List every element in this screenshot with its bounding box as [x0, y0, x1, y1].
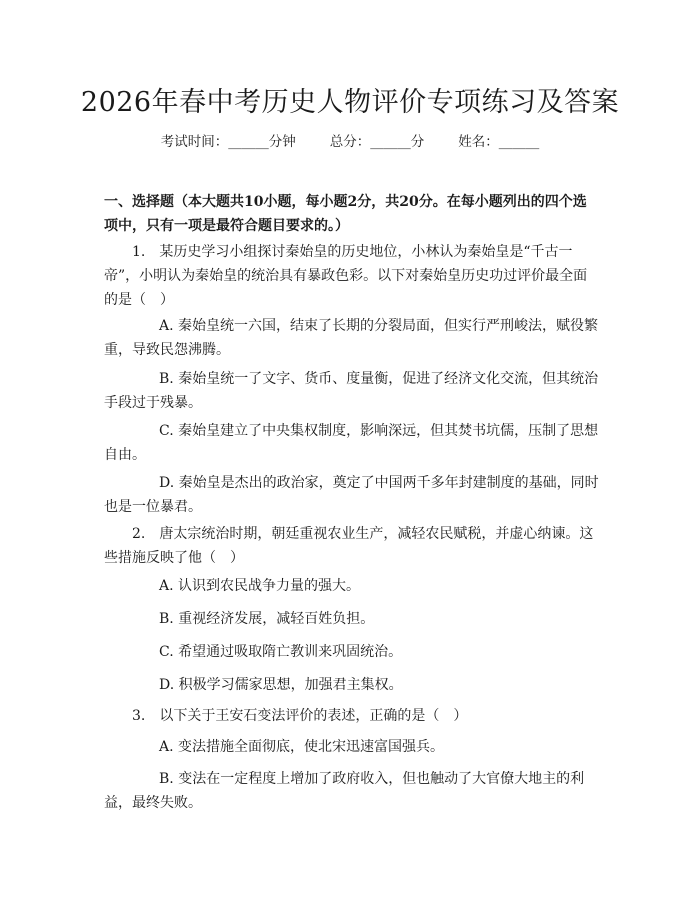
student-name-field: 姓名：______: [458, 134, 540, 150]
exam-time-field: 考试时间：______分钟: [160, 134, 296, 150]
question-2-stem: 2. 唐太宗统治时期，朝廷重视农业生产，减轻农民赋税，并虚心纳谏。这些措施反映了他（ ）: [104, 526, 594, 566]
question-1-option-c: C. 秦始皇建立了中央集权制度，影响深远，但其焚书坑儒，压制了思想自由。: [104, 423, 599, 463]
question-1-option-a: A. 秦始皇统一六国，结束了长期的分裂局面，但实行严刑峻法，赋役繁重，导致民怨沸腾。: [104, 318, 599, 358]
question-1-stem: 1. 某历史学习小组探讨秦始皇的历史地位，小林认为秦始皇是“千古一帝”，小明认为秦始皇的统治具有暴政色彩。以下对秦始皇历史功过评价最全面的是（ ）: [104, 244, 588, 308]
question-3-option-a: A. 变法措施全面彻底，使北宋迅速富国强兵。: [159, 739, 445, 755]
question-2-option-c: C. 希望通过吸取隋亡教训来巩固统治。: [159, 644, 403, 660]
question-2-option-a: A. 认识到农民战争力量的强大。: [159, 578, 361, 594]
document-title: 2026年春中考历史人物评价专项练习及答案: [80, 87, 620, 118]
question-3-stem: 3. 以下关于王安石变法评价的表述，正确的是（ ）: [132, 708, 468, 724]
total-score-field: 总分：______分: [329, 134, 425, 150]
question-3-option-b: B. 变法在一定程度上增加了政府收入，但也触动了大官僚大地主的利益，最终失败。: [104, 771, 585, 811]
exam-meta: [0, 130, 700, 150]
section-heading-multiple-choice: 一、选择题（本大题共10小题，每小题2分，共20分。在每小题列出的四个选项中，只有一项是最符合题目要求的。）: [104, 194, 587, 234]
question-2-option-b: B. 重视经济发展，减轻百姓负担。: [159, 611, 375, 627]
question-1-option-b: B. 秦始皇统一了文字、货币、度量衡，促进了经济文化交流，但其统治手段过于残暴。: [104, 371, 599, 411]
question-1-option-d: D. 秦始皇是杰出的政治家，奠定了中国两千多年封建制度的基础，同时也是一位暴君。: [104, 475, 599, 515]
question-2-option-d: D. 积极学习儒家思想，加强君主集权。: [159, 677, 403, 693]
